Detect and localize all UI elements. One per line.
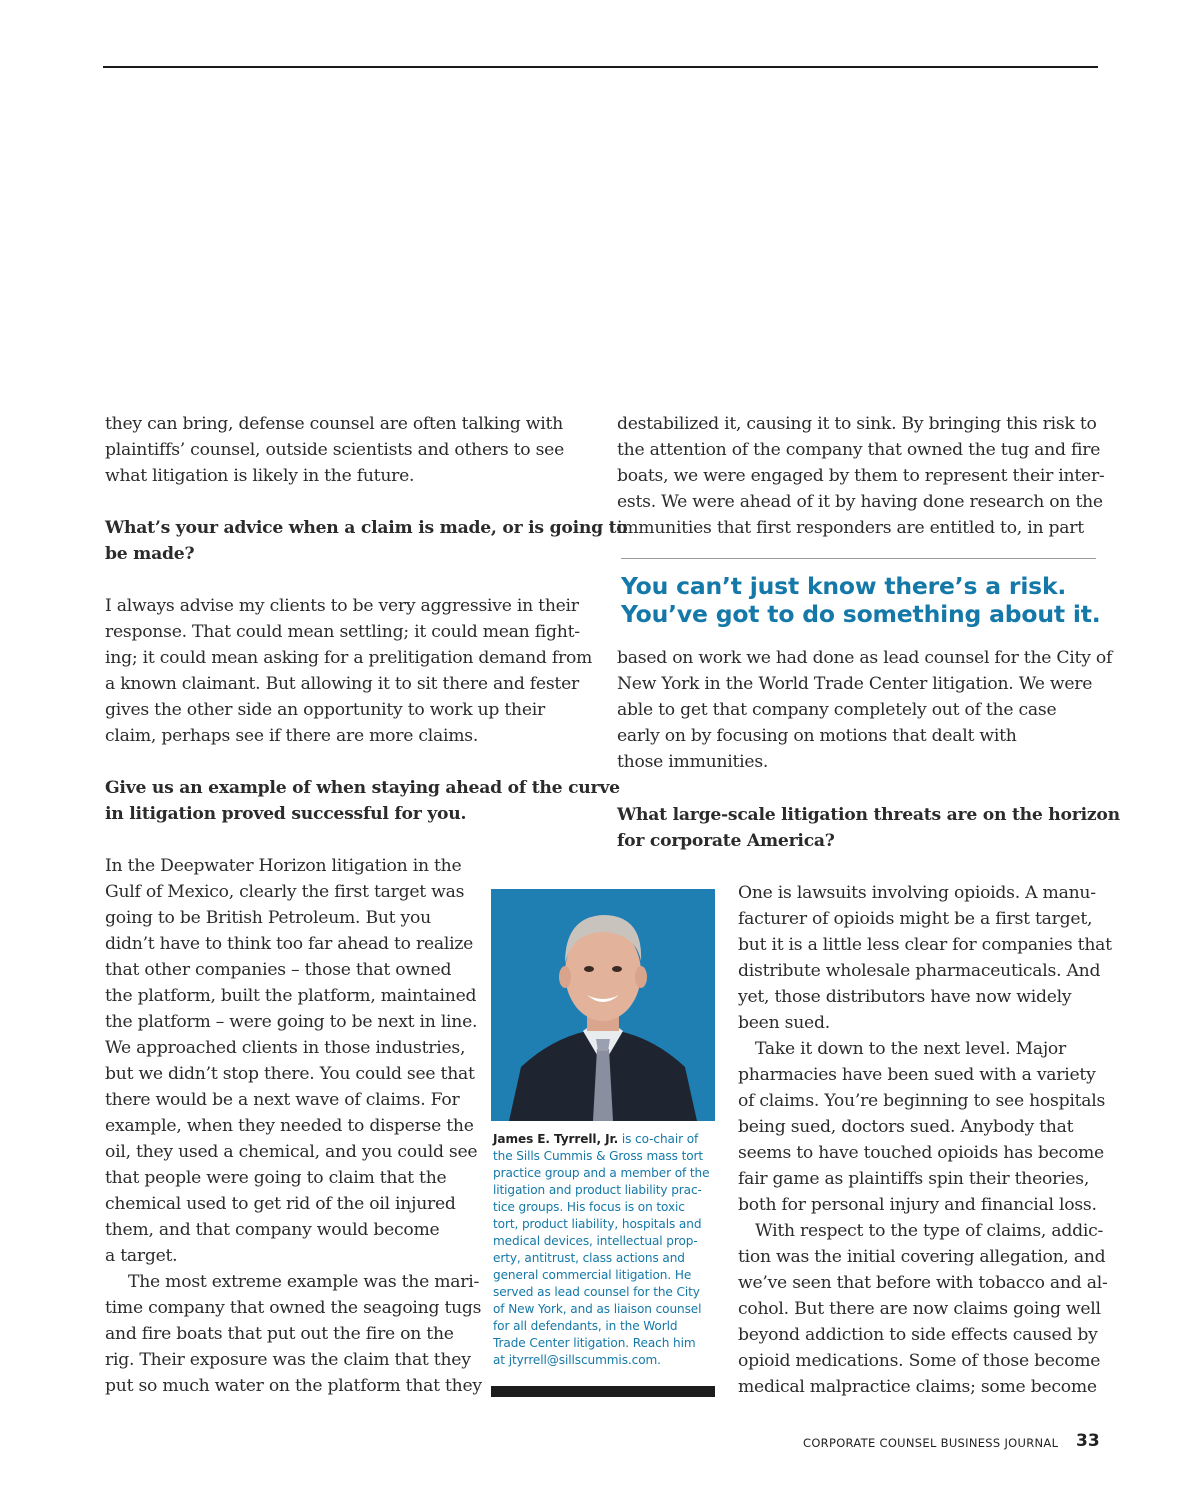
caption-line: of New York, and as liaison counsel [493,1302,702,1316]
body-line: of claims. You’re beginning to see hospitals [738,1091,1106,1111]
body-line: early on by focusing on motions that dealt with [617,726,1017,746]
body-line: and fire boats that put out the fire on the [105,1324,454,1344]
body-line: I always advise my clients to be very aggressive in their [105,596,579,616]
caption-line: the Sills Cummis & Gross mass tort [493,1149,704,1163]
body-line: In the Deepwater Horizon litigation in the [105,856,462,876]
body-line: cohol. But there are now claims going well [738,1299,1101,1319]
body-line: them, and that company would become [105,1220,440,1240]
body-line: Take it down to the next level. Major [755,1039,1066,1059]
body-line: there would be a next wave of claims. For [105,1090,460,1110]
question-heading: be made? [105,544,195,564]
body-line: boats, we were engaged by them to represent their inter- [617,466,1105,486]
body-line: didn’t have to think too far ahead to realize [105,934,474,954]
body-line: distribute wholesale pharmaceuticals. And [738,961,1101,981]
body-line: response. That could mean settling; it could mean fight- [105,622,580,642]
question-heading: in litigation proved successful for you. [105,804,467,824]
caption-line: medical devices, intellectual prop- [493,1234,698,1248]
body-line: chemical used to get rid of the oil injured [105,1194,456,1214]
body-line: that people were going to claim that the [105,1168,447,1188]
question-heading: for corporate America? [617,831,835,851]
body-line: pharmacies have been sued with a variety [738,1065,1096,1085]
body-line: time company that owned the seagoing tugs [105,1298,482,1318]
body-line: facturer of opioids might be a first target, [738,909,1093,929]
body-line: ests. We were ahead of it by having done research on the [617,492,1103,512]
body-line: put so much water on the platform that they [105,1376,482,1396]
author-name: James E. Tyrrell, Jr. [493,1132,619,1146]
body-line: we’ve seen that before with tobacco and al- [738,1273,1108,1293]
caption-line: litigation and product liability prac- [493,1183,702,1197]
body-line: what litigation is likely in the future. [105,466,415,486]
pull-quote: You can’t just know there’s a risk. [621,572,1067,600]
body-line: being sued, doctors sued. Anybody that [738,1117,1074,1137]
body-line: fair game as plaintiffs spin their theories, [738,1169,1090,1189]
author-photo [491,889,715,1121]
body-line: claim, perhaps see if there are more claims. [105,726,479,746]
caption-line: Trade Center litigation. Reach him [493,1336,696,1350]
body-line: gives the other side an opportunity to work up their [105,700,545,720]
body-line: The most extreme example was the mari- [128,1272,480,1292]
body-line: based on work we had done as lead counsel for the City of [617,648,1113,668]
body-line: beyond addiction to side effects caused by [738,1325,1098,1345]
body-line: they can bring, defense counsel are often talking with [105,414,563,434]
body-line: ing; it could mean asking for a prelitigation demand from [105,648,593,668]
body-line: those immunities. [617,752,769,772]
body-line: a target. [105,1246,178,1266]
body-line: tion was the initial covering allegation, and [738,1247,1106,1267]
question-heading: What’s your advice when a claim is made, or is going to [105,518,628,538]
body-line: going to be British Petroleum. But you [105,908,431,928]
body-line: Gulf of Mexico, clearly the first target was [105,882,465,902]
body-line: New York in the World Trade Center litigation. We were [617,674,1093,694]
body-line: yet, those distributors have now widely [738,987,1072,1007]
caption-line: tice groups. His focus is on toxic [493,1200,685,1214]
portrait-illustration [491,889,715,1121]
author-caption [493,1131,698,1148]
body-line: but we didn’t stop there. You could see that [105,1064,475,1084]
body-line: been sued. [738,1013,830,1033]
caption-line: general commercial litigation. He [493,1268,692,1282]
body-line: opioid medications. Some of those become [738,1351,1101,1371]
body-line: both for personal injury and financial loss. [738,1195,1097,1215]
body-line: plaintiffs’ counsel, outside scientists and others to see [105,440,565,460]
publication-name: CORPORATE COUNSEL BUSINESS JOURNAL [803,1436,1059,1450]
caption-email[interactable]: at jtyrrell@sillscummis.com. [493,1353,661,1367]
body-line: the platform, built the platform, maintained [105,986,477,1006]
caption-line: tort, product liability, hospitals and [493,1217,702,1231]
pull-quote-rule [621,558,1096,559]
body-line: example, when they needed to disperse the [105,1116,474,1136]
body-line: the platform – were going to be next in line. [105,1012,478,1032]
body-line: One is lawsuits involving opioids. A manu- [738,883,1096,903]
body-line: rig. Their exposure was the claim that they [105,1350,471,1370]
body-line: the attention of the company that owned the tug and fire [617,440,1101,460]
body-line: medical malpractice claims; some become [738,1377,1097,1397]
top-rule [103,66,1098,68]
body-line: immunities that first responders are entitled to, in part [617,518,1084,538]
question-heading: Give us an example of when staying ahead of the curve [105,778,620,798]
body-line: oil, they used a chemical, and you could see [105,1142,478,1162]
body-line: a known claimant. But allowing it to sit there and fester [105,674,579,694]
caption-line: served as lead counsel for the City [493,1285,700,1299]
question-heading: What large-scale litigation threats are on the horizon [617,805,1120,825]
caption-line: is co-chair of [618,1132,699,1146]
body-line: With respect to the type of claims, addic- [755,1221,1104,1241]
body-line: able to get that company completely out of the case [617,700,1057,720]
body-line: seems to have touched opioids has become [738,1143,1104,1163]
caption-line: erty, antitrust, class actions and [493,1251,685,1265]
body-line: destabilized it, causing it to sink. By bringing this risk to [617,414,1097,434]
caption-bar [491,1386,715,1397]
page-number: 33 [1076,1431,1100,1451]
body-line: We approached clients in those industries, [105,1038,466,1058]
body-line: but it is a little less clear for companies that [738,935,1112,955]
pull-quote: You’ve got to do something about it. [621,600,1101,628]
body-line: that other companies – those that owned [105,960,452,980]
caption-line: for all defendants, in the World [493,1319,678,1333]
caption-line: practice group and a member of the [493,1166,710,1180]
